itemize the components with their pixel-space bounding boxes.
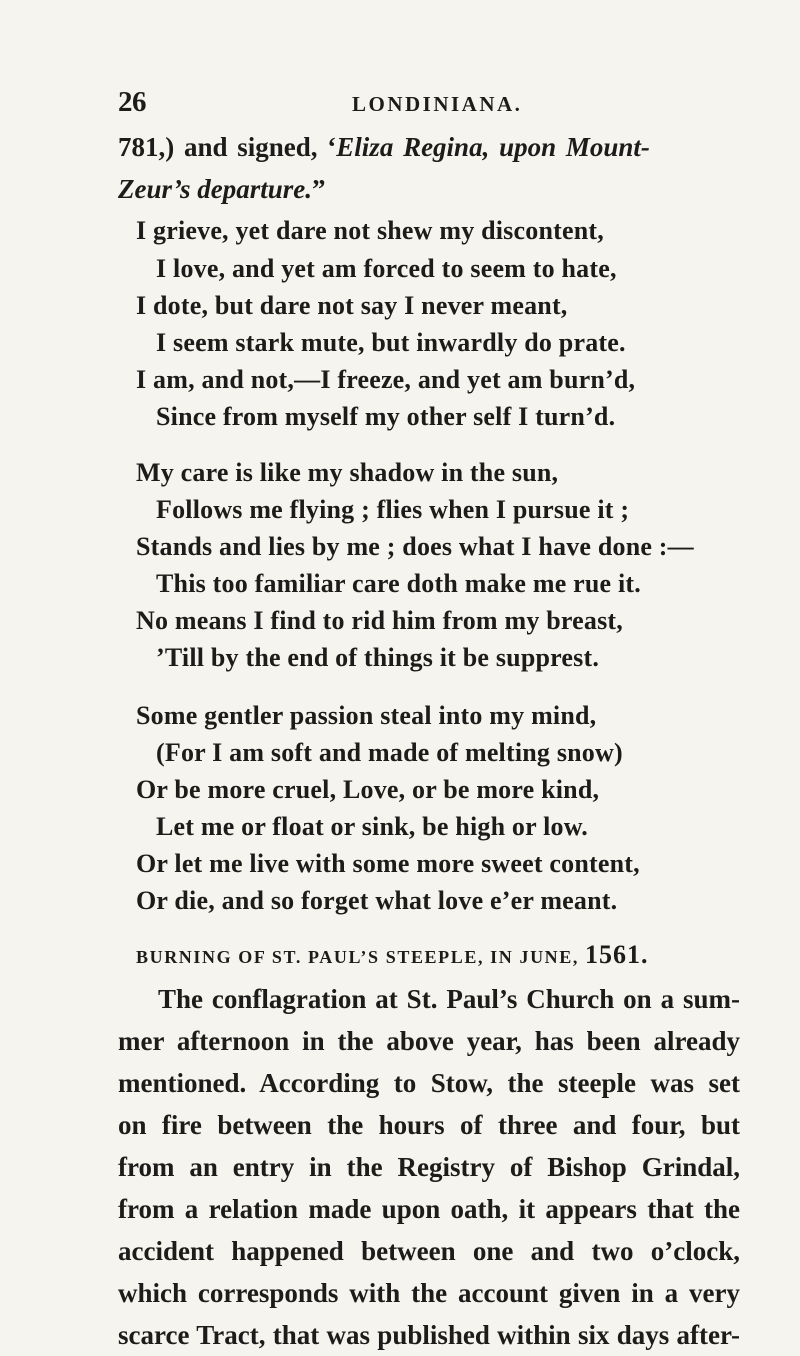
paragraph-line: on fire between the hours of three and four, but [118, 1110, 740, 1140]
paragraph-line: scarce Tract, that was published within six days after- [118, 1320, 740, 1350]
paragraph-line: which corresponds with the account given in a very [118, 1278, 740, 1308]
poem-line: I grieve, yet dare not shew my discontent, [136, 216, 604, 245]
poem-line: I am, and not,—I freeze, and yet am burn’d, [136, 365, 636, 394]
paragraph-line: mer afternoon in the above year, has been already [118, 1026, 740, 1056]
running-head: LONDINIANA. [352, 92, 523, 116]
intro-italic-title-cont: Zeur’s departure. [118, 174, 312, 204]
page-header [118, 86, 718, 126]
poem-line: This too familiar care doth make me rue it. [156, 569, 641, 598]
poem-line: My care is like my shadow in the sun, [136, 458, 559, 487]
poem-line: ’Till by the end of things it be supprest. [156, 643, 600, 672]
page-number: 26 [118, 86, 146, 118]
poem-line: I seem stark mute, but inwardly do prate. [156, 328, 626, 357]
intro-close-quote: ” [312, 174, 326, 204]
poem-line: No means I find to rid him from my breast, [136, 606, 623, 635]
poem-line: Some gentler passion steal into my mind, [136, 701, 597, 730]
poem-line: I love, and yet am forced to seem to hate, [156, 254, 617, 283]
intro-italic-title: Eliza Regina, upon Mount- [336, 132, 650, 162]
section-heading [136, 940, 648, 970]
poem-line: Or die, and so forget what love e’er meant. [136, 886, 618, 915]
section-heading-text: BURNING OF ST. PAUL’S STEEPLE, IN JUNE, [136, 947, 579, 967]
poem-line: Or let me live with some more sweet content, [136, 849, 640, 878]
section-heading-year: 1561. [584, 940, 649, 969]
poem-line: Let me or float or sink, be high or low. [156, 812, 588, 841]
intro-line-2 [118, 176, 326, 203]
poem-line: Stands and lies by me ; does what I have done :— [136, 532, 694, 561]
poem-line: Since from myself my other self I turn’d. [156, 402, 616, 431]
poem-line: I dote, but dare not say I never meant, [136, 291, 568, 320]
paragraph-line: from an entry in the Registry of Bishop Grindal, [118, 1152, 740, 1182]
intro-line-1 [118, 134, 650, 161]
poem-line: (For I am soft and made of melting snow) [156, 738, 623, 767]
body-paragraph [118, 978, 740, 1356]
intro-text: 781,) and signed, ‘ [118, 132, 337, 162]
paragraph-line: from a relation made upon oath, it appears that the [118, 1194, 740, 1224]
poem-line: Or be more cruel, Love, or be more kind, [136, 775, 600, 804]
paragraph-line: mentioned. According to Stow, the steeple was set [118, 1068, 740, 1098]
poem-line: Follows me flying ; flies when I pursue it ; [156, 495, 630, 524]
paragraph-line: The conflagration at St. Paul’s Church on a sum- [158, 984, 740, 1014]
paragraph-line: accident happened between one and two o’clock, [118, 1236, 740, 1266]
